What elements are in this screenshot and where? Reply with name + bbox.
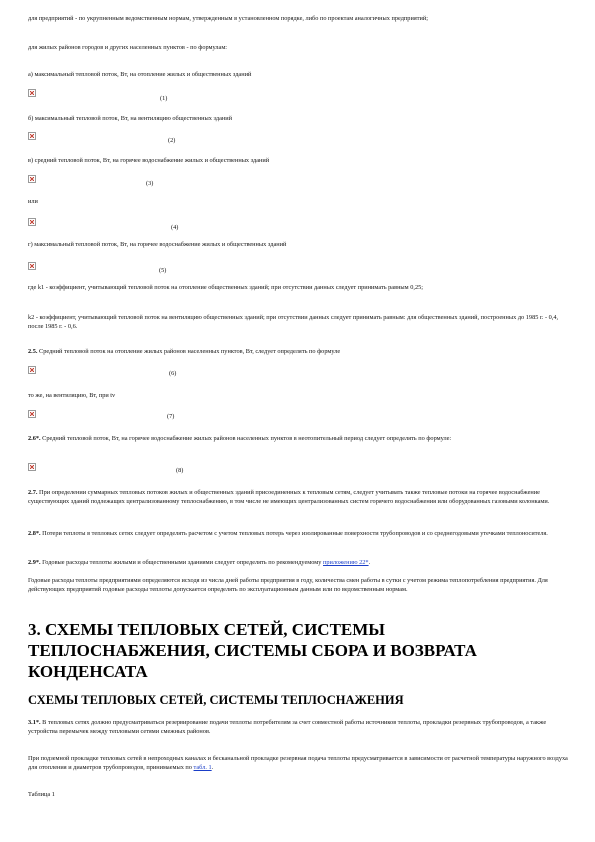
clause-number: 2.8*.: [28, 530, 41, 537]
table-1-link[interactable]: табл. 1: [193, 764, 212, 771]
equation-number-7: (7): [167, 413, 175, 420]
clause-2-6: [28, 434, 568, 443]
clause-2-5: [28, 347, 568, 356]
formula-5-image: [28, 262, 36, 270]
clause-2-7: [28, 488, 568, 506]
clause-text: Потери теплоты в тепловых сетях следует определять расчетом с учетом тепловых потерь через изолированные поверхности трубопроводов и со среднегодовыми утечками теплоносителя.: [40, 530, 548, 537]
paragraph-text: При подземной прокладке тепловых сетей в непроходных каналах и бесканальной прокладке резервная подача теплоты предусматривается в зависимости от расчетной температуры наружного воздуха для отопления и диаметров трубопроводов, принимаемых по: [28, 755, 568, 771]
formula-3-image: [28, 175, 36, 183]
paragraph-enterprise-annual: Годовые расходы теплоты предприятиями определяются исходя из числа дней работы предприятия в году, количества смен работы в сутки с учетом режима теплопотребления предприятия. Для действующих предприятий годовые расходы теплоты допускается определять по эксплуатационным данным или по ведомственным нормам.: [28, 577, 548, 593]
formula-2-image: [28, 132, 36, 140]
clause-text: Средний тепловой поток, Вт, на горячее водоснабжение жилых районов населенных пунктов в неотопительный период следует определять по формуле:: [40, 435, 452, 442]
table-caption: Таблица 1: [28, 791, 55, 798]
paragraph-ventilation-average: то же, на вентиляцию, Вт, при tv: [28, 392, 116, 399]
paragraph-k2-definition: k2 - коэффициент, учитывающий тепловой поток на вентиляцию общественных зданий; при отсутствии данных следует принимать равным: для общественных зданий, построенных до 1985 г. - 0,4, после 1985 г. - 0,6.: [28, 314, 559, 330]
formula-7-image: [28, 410, 36, 418]
clause-2-8: [28, 529, 568, 538]
equation-number-4: (4): [171, 224, 179, 231]
paragraph-hot-water-average: в) средний тепловой поток, Вт, на горячее водоснабжение жилых и общественных зданий: [28, 157, 270, 164]
clause-text: В тепловых сетях должно предусматриваться резервирование подачи теплоты потребителям за счет совместной работы источников теплоты, прокладки резервных трубопроводов, а также устройства перемычек между тепловыми сетями смежных районов.: [28, 719, 547, 735]
equation-number-5: (5): [159, 267, 167, 274]
clause-text: Средний тепловой поток на отопление жилых районов населенных пунктов, Вт, следует определять по формуле: [37, 348, 341, 355]
section-3-heading: 3. СХЕМЫ ТЕПЛОВЫХ СЕТЕЙ, СИСТЕМЫ ТЕПЛОСНАБЖЕНИЯ, СИСТЕМЫ СБОРА И ВОЗВРАТА КОНДЕНСАТА: [28, 620, 477, 681]
equation-number-8: (8): [176, 467, 184, 474]
clause-text: При определении суммарных тепловых потоков жилых и общественных зданий присоединенных к тепловым сетям, следует учитывать также тепловые потоки на горячее водоснабжение существующих зданий подлежащих централизованному теплоснабжению, в том числе не имеющих централизованных систем горячего водоснабжения или оборудованных газовыми колонками.: [28, 489, 550, 505]
clause-number: 3.1*.: [28, 719, 41, 726]
broken-image-icon: [30, 134, 34, 138]
broken-image-icon: [30, 91, 34, 95]
clause-number: 2.9*.: [28, 559, 41, 566]
clause-3-1: [28, 718, 568, 736]
paragraph-enterprises: для предприятий - по укрупненным ведомственным нормам, утвержденным в установленном порядке, либо по проектам аналогичных предприятий;: [28, 15, 428, 22]
paragraph-or: или: [28, 198, 38, 205]
equation-number-6: (6): [169, 370, 177, 377]
clause-number: 2.7.: [28, 489, 38, 496]
equation-number-1: (1): [160, 95, 168, 102]
broken-image-icon: [30, 264, 34, 268]
subsection-heading: СХЕМЫ ТЕПЛОВЫХ СЕТЕЙ, СИСТЕМЫ ТЕПЛОСНАЖЕНИЯ: [28, 693, 404, 707]
paragraph-k1-definition: где k1 - коэффициент, учитывающий тепловой поток на отопление общественных зданий; при отсутствии данных следует принимать равным 0,25;: [28, 284, 423, 291]
clause-text: Годовые расходы теплоты жилыми и общественными зданиями следует определять по рекомендуемому: [40, 559, 323, 566]
broken-image-icon: [30, 220, 34, 224]
formula-4-image: [28, 218, 36, 226]
paragraph-residential-formulas: для жилых районов городов и других населенных пунктов - по формулам:: [28, 44, 228, 51]
formula-8-image: [28, 463, 36, 471]
appendix-22-link[interactable]: приложению 22*: [323, 559, 369, 566]
paragraph-heating-max: а) максимальный тепловой поток, Вт, на отопление жилых и общественных зданий: [28, 71, 252, 78]
clause-text-end: .: [368, 559, 371, 566]
equation-number-2: (2): [168, 137, 176, 144]
formula-1-image: [28, 89, 36, 97]
paragraph-reserve-supply: [28, 754, 568, 772]
clause-2-9: [28, 558, 568, 567]
clause-number: 2.5.: [28, 348, 38, 355]
formula-6-image: [28, 366, 36, 374]
broken-image-icon: [30, 465, 34, 469]
paragraph-hot-water-max: г) максимальный тепловой поток, Вт, на горячее водоснабжение жилых и общественных зданий: [28, 241, 287, 248]
paragraph-text-end: .: [211, 764, 214, 771]
broken-image-icon: [30, 368, 34, 372]
broken-image-icon: [30, 412, 34, 416]
equation-number-3: (3): [146, 180, 154, 187]
clause-number: 2.6*.: [28, 435, 41, 442]
broken-image-icon: [30, 177, 34, 181]
paragraph-ventilation-max: б) максимальный тепловой поток, Вт, на вентиляцию общественных зданий: [28, 115, 232, 122]
